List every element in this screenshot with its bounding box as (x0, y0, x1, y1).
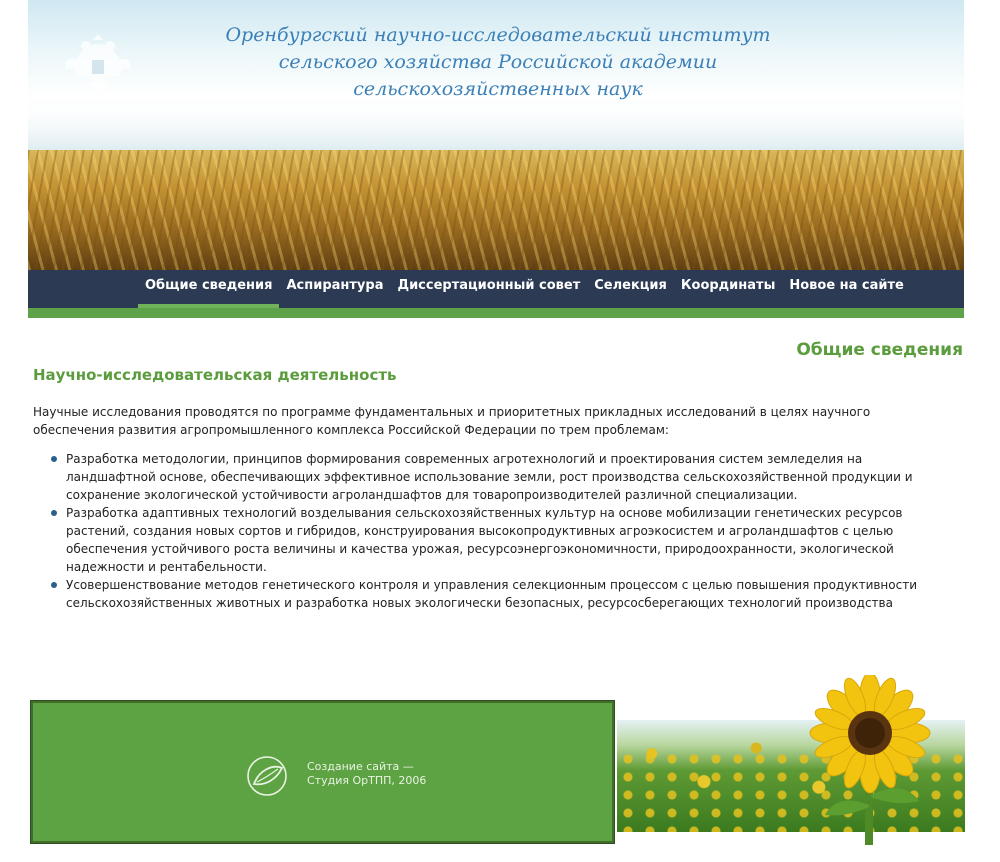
nav-item-dissertation-council[interactable]: Диссертационный совет (397, 278, 581, 293)
footer-credit-text[interactable] (307, 760, 426, 788)
site-title-line-2: сельского хозяйства Российской академии (278, 51, 718, 73)
bullet-dot-icon (51, 582, 57, 588)
sky-band (28, 105, 964, 155)
list-item-text: Усовершенствование методов генетического контроля и управления селекционным процессом с целью повышения продуктивности сельскохозяйственных животных и разработка новых экологически безопасных, ресурсосберегающих технологий производства (66, 578, 918, 610)
site-title-line-3: сельскохозяйственных наук (353, 78, 643, 100)
sunflower-icon (795, 675, 945, 845)
nav-item-news[interactable]: Новое на сайте (789, 278, 904, 293)
list-item-text: Разработка методологии, принципов формирования современных агротехнологий и проектирования систем земледелия на ландшафтной основе, обеспечивающих эффективное использование земли, рост производства сельскохозяйственной продукции и сохранение экологической устойчивости агроландшафтов для товаропроизводителей различной специализации. (66, 452, 913, 502)
page-title: Общие сведения (796, 340, 963, 360)
nav-items (138, 270, 911, 308)
list-item (50, 450, 955, 504)
studio-leaf-logo-icon[interactable] (245, 754, 289, 798)
research-directions-list (50, 450, 955, 612)
section-heading: Научно-исследовательская деятельность (33, 366, 397, 384)
site-title (188, 22, 808, 103)
list-item (50, 576, 955, 612)
wheat-field-banner (28, 150, 964, 270)
list-item (50, 504, 955, 576)
coat-of-arms-icon (58, 26, 138, 106)
intro-paragraph: Научные исследования проводятся по программе фундаментальных и приоритетных прикладных исследований в целях научного обеспечения развития агропромышленного комплекса Российской Федерации по трем проблемам: (33, 405, 871, 437)
footer-credit-line-1: Создание сайта — (307, 760, 414, 773)
nav-item-selection[interactable]: Селекция (594, 278, 667, 293)
footer-credit-line-2: Студия ОрТПП, 2006 (307, 774, 427, 787)
site-title-line-1: Оренбургский научно-исследовательский институт (225, 24, 771, 46)
nav-item-general-info[interactable]: Общие сведения (138, 270, 279, 308)
list-item-text: Разработка адаптивных технологий возделывания сельскохозяйственных культур на основе мобилизации генетических ресурсов растений, создания новых сортов и гибридов, конструирования высокопродуктивных агроэкосистем и агроландшафтов с целью обеспечения устойчивого роста величины и качества урожая, ресурсоэнергоэкономичности, природоохранности, экологической надежности и рентабельности. (66, 506, 903, 574)
site-header (28, 0, 964, 270)
nav-item-postgraduate[interactable]: Аспирантура (286, 278, 384, 293)
bullet-dot-icon (51, 456, 57, 462)
footer-credit-box (30, 700, 615, 844)
main-navigation (28, 270, 964, 308)
bullet-dot-icon (51, 510, 57, 516)
nav-item-contacts[interactable]: Координаты (680, 278, 776, 293)
nav-green-stripe (28, 308, 964, 318)
